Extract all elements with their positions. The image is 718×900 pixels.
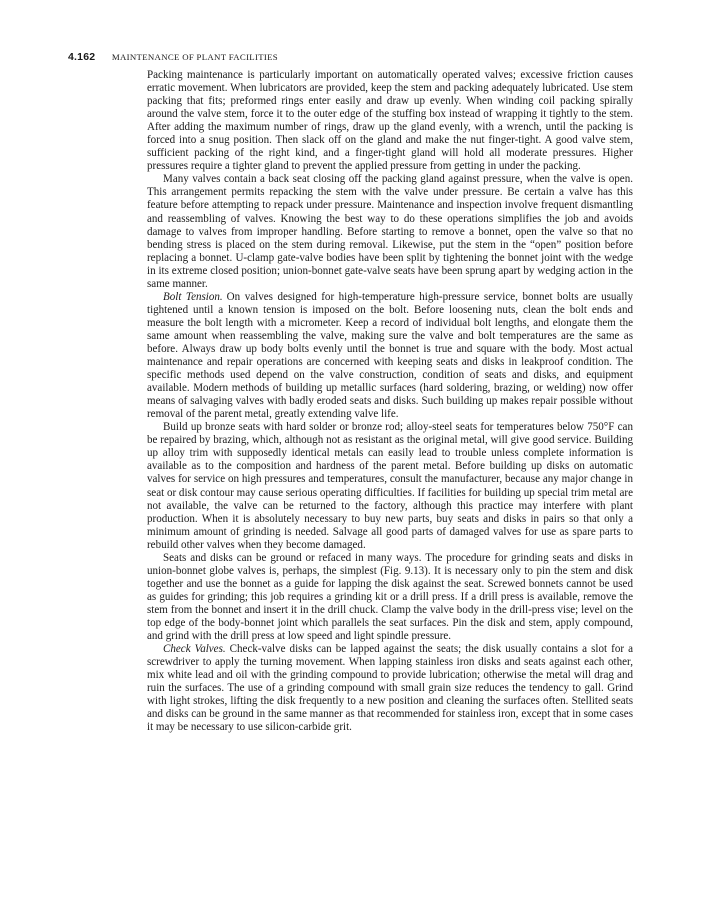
paragraph-grinding xyxy=(147,552,633,643)
run-in-heading: Bolt Tension. xyxy=(163,290,223,303)
paragraph-bolt-tension xyxy=(147,291,633,421)
paragraph-text: On valves designed for high-temperature high-pressure service, bonnet bolts are usually tightened until a known tension is imposed on the bolt. Before loosening nuts, clean the bolt ends and measure the bolt length with a micrometer. Keep a record of individual bolt lengths, and elongate them the same amount when reassembling the valve, making sure the valve and bolt temperatures are the same as before. Always draw up body bolts evenly until the bonnet is true and square with the body. Most actual maintenance and repair operations are concerned with keeping seats and disks in leakproof condition. The specific methods used depend on the valve construction, condition of seats and disks, and equipment available. Modern methods of building up metallic surfaces (hard soldering, brazing, or welding) now offer means of salvaging valves with badly eroded seats and disks. Such building up makes repair possible without removal of the parent metal, greatly extending valve life. xyxy=(147,290,633,421)
paragraph-text: Check-valve disks can be lapped against the seats; the disk usually contains a slot for a screwdriver to apply the turning movement. When lapping stainless iron disks and seats against each other, mix white lead and oil with the grinding compound to provide lubrication; otherwise the metal will drag and ruin the surfaces. The use of a grinding compound with small grain size reduces the tendency to gall. Grind with light strokes, lifting the disk frequently to a new position and cleaning the surfaces often. Stellited seats and disks can be ground in the same manner as that recommended for stainless iron, except that in some cases it may be necessary to use silicon-carbide grit. xyxy=(147,643,633,734)
paragraph-build-up-seats xyxy=(147,421,633,551)
paragraph-text: Build up bronze seats with hard solder or bronze rod; alloy-steel seats for temperatures below 750°F can be repaired by brazing, which, although not as resistant as the original metal, will give good service. Building up alloy trim with supposedly identical metals can easily lead to trouble unless complete information is available as to the composition and hardness of the parent metal. Before building up disks on automatic valves for service on high pressures and temperatures, consult the manufacturer, because any major change in seat or disk contour may cause serious operating difficulties. If facilities for building up special trim metal are not available, the valve can be returned to the factory, although this practice may interfere with plant production. When it is absolutely necessary to buy new parts, buy seats and disks in pairs so that only a minimum amount of grinding is needed. Salvage all good parts of damaged valves for use as spare parts to rebuild other valves when they become damaged. xyxy=(147,421,633,551)
page-number: 4.162 xyxy=(68,51,96,63)
paragraph-check-valves xyxy=(147,643,633,734)
paragraph-packing-maintenance xyxy=(147,69,633,173)
paragraph-text: Seats and disks can be ground or refaced in many ways. The procedure for grinding seats and disks in union-bonnet globe valves is, perhaps, the simplest (Fig. 9.13). It is necessary only to pin the stem and disk together and use the bonnet as a guide for lapping the disk against the seat. Screwed bonnets cannot be used as guides for grinding; this job requires a grinding kit or a drill press. If a drill press is available, remove the stem from the bonnet and insert it in the drill chuck. Clamp the valve body in the drill-press vise; level on the top edge of the body-bonnet joint which parallels the seat surfaces. Pin the disk and stem, apply compound, and grind with the drill press at low speed and light spindle pressure. xyxy=(147,551,633,643)
running-head xyxy=(68,51,278,63)
paragraph-text: Many valves contain a back seat closing off the packing gland against pressure, when the valve is open. This arrangement permits repacking the stem with the valve under pressure. Be certain a valve has this feature before attempting to repack under pressure. Maintenance and inspection involve frequent dismantling and reassembling of valves. Knowing the best way to do these operations simplifies the job and avoids damage to valves from improper handling. Before starting to remove a bonnet, open the valve so that no bending stress is placed on the stem during removal. Likewise, put the stem in the “open” position before replacing a bonnet. U-clamp gate-valve bodies have been split by tightening the bonnet joint with the wedge in its extreme closed position; union-bonnet gate-valve seats have been sprung apart by wedging action in the same manner. xyxy=(147,173,633,290)
paragraph-text: Packing maintenance is particularly important on automatically operated valves; excessive friction causes erratic movement. When lubricators are provided, keep the stem and packing adequately lubricated. Use stem packing that fits; preformed rings enter easily and draw up evenly. When winding coil packing spirally around the valve stem, force it to the outer edge of the stuffing box instead of wrapping it tightly to the stem. After adding the maximum number of rings, draw up the gland evenly, with a wrench, until the packing is forced into a snug position. Then slack off on the gland and make the nut finger-tight. A good valve stem, sufficient packing of the right kind, and a finger-tight gland will hold all moderate pressures. Higher pressures require a tighter gland to prevent the applied pressure from getting in under the packing. xyxy=(147,69,633,173)
run-in-heading: Check Valves. xyxy=(163,643,226,656)
running-title: MAINTENANCE OF PLANT FACILITIES xyxy=(111,52,278,62)
body-text xyxy=(147,69,633,734)
paragraph-back-seat xyxy=(147,173,633,290)
